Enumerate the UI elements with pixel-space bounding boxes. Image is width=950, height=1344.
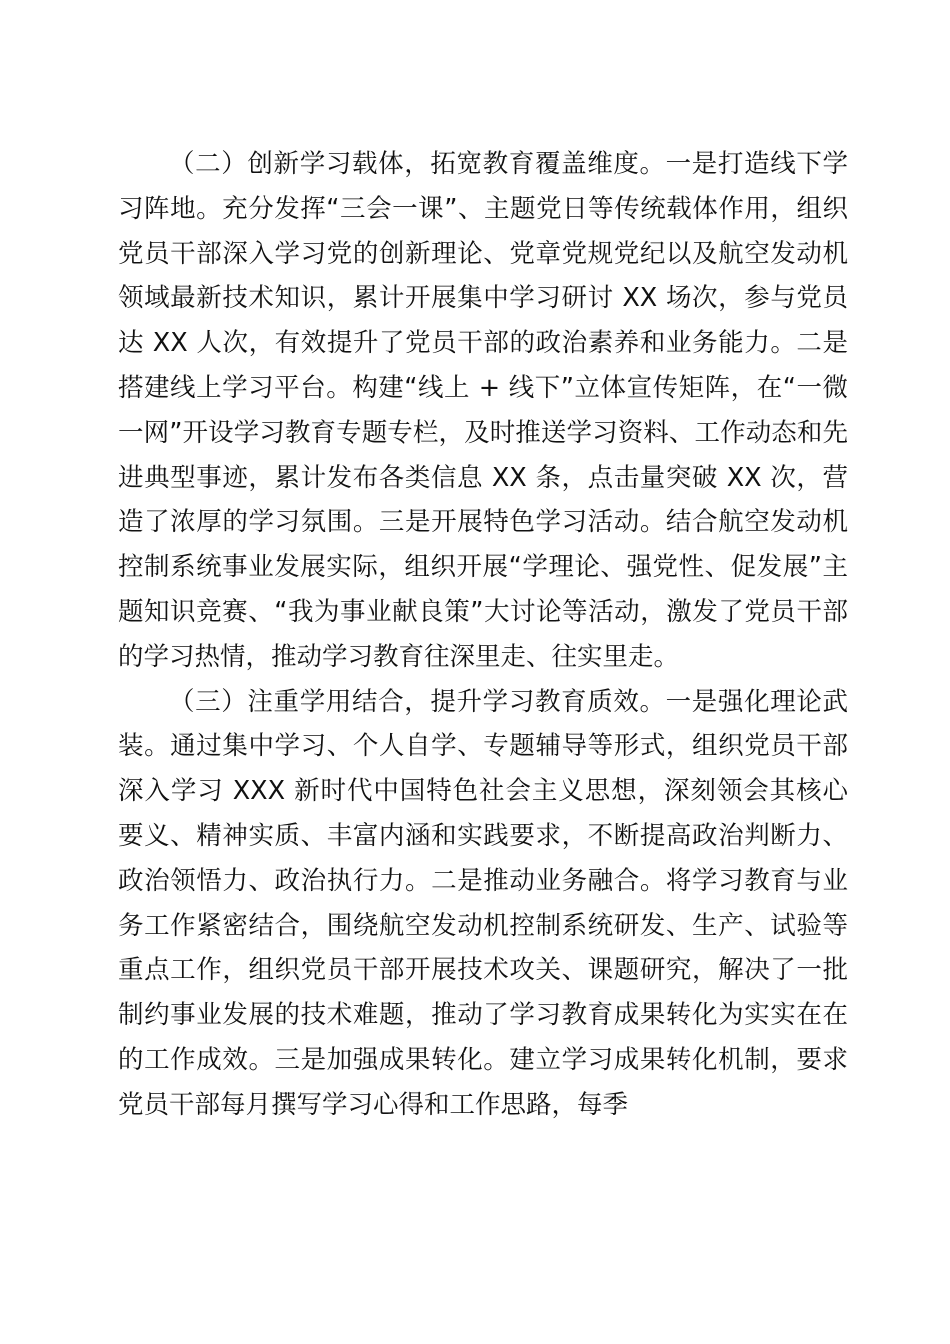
document-body xyxy=(118,142,848,1128)
paragraph-innovate-learning-carriers: （二）创新学习载体，拓宽教育覆盖维度。一是打造线下学习阵地。充分发挥“三会一课”、主题党日等传统载体作用，组织党员干部深入学习党的创新理论、党章党规党纪以及航空发动机领域最新技术知识，累计开展集中学习研讨 XX 场次，参与党员达 XX 人次，有效提升了党员干部的政治素养和业务能力。二是搭建线上学习平台。构建“线上 + 线下”立体宣传矩阵，在“一微一网”开设学习教育专题专栏，及时推送学习资料、工作动态和先进典型事迹，累计发布各类信息 XX 条，点击量突破 XX 次，营造了浓厚的学习氛围。三是开展特色学习活动。结合航空发动机控制系统事业发展实际，组织开展“学理论、强党性、促发展”主题知识竞赛、“我为事业献良策”大讨论等活动，激发了党员干部的学习热情，推动学习教育往深里走、往实里走。 xyxy=(118,149,848,672)
paragraph-combine-learning-and-practice: （三）注重学用结合，提升学习教育质效。一是强化理论武装。通过集中学习、个人自学、专题辅导等形式，组织党员干部深入学习 XXX 新时代中国特色社会主义思想，深刻领会其核心要义、精神实质、丰富内涵和实践要求，不断提高政治判断力、政治领悟力、政治执行力。二是推动业务融合。将学习教育与业务工作紧密结合，围绕航空发动机控制系统研发、生产、试验等重点工作，组织党员干部开展技术攻关、课题研究，解决了一批制约事业发展的技术难题，推动了学习教育成果转化为实实在在的工作成效。三是加强成果转化。建立学习成果转化机制，要求党员干部每月撰写学习心得和工作思路，每季 xyxy=(118,686,848,1120)
